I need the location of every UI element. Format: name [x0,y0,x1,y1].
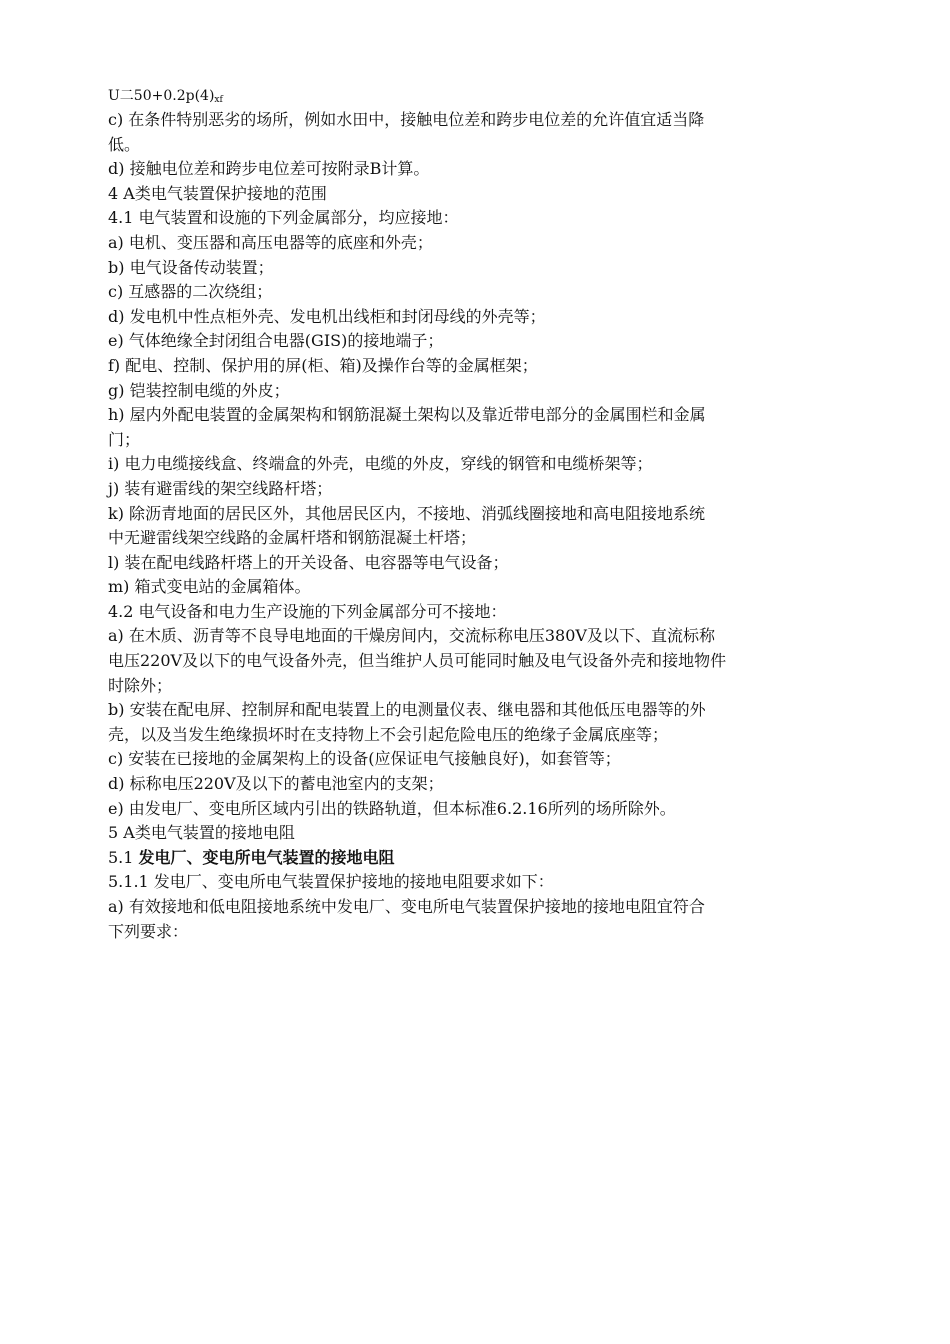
list-item: c) 安装在已接地的金属架构上的设备(应保证电气接触良好)，如套管等； [108,749,621,769]
list-item-continuation: 壳，以及当发生绝缘损坏时在支持物上不会引起危险电压的绝缘子金属底座等； [108,724,669,744]
list-item-continuation: 电压220V及以下的电气设备外壳，但当维护人员可能同时触及电气设备外壳和接地物件 [108,651,727,671]
clause-5-1-title: 发电厂、变电所电气装置的接地电阻 [138,847,395,867]
clause-5-1-1: 5.1.1 发电厂、变电所电气装置保护接地的接地电阻要求如下： [108,872,554,892]
list-item: l) 装在配电线路杆塔上的开关设备、电容器等电气设备； [108,552,509,572]
document-body [108,84,833,944]
formula-main: U二50+0.2p(4) [108,88,215,104]
list-item-continuation: 下列要求： [108,921,189,941]
list-item: a) 有效接地和低电阻接地系统中发电厂、变电所电气装置保护接地的接地电阻宜符合 [108,897,705,916]
list-item: i) 电力电缆接线盒、终端盒的外壳，电缆的外皮，穿线的钢管和电缆桥架等； [108,454,653,474]
formula-subscript: xf [214,95,223,105]
list-item: d) 发电机中性点柜外壳、发电机出线柜和封闭母线的外壳等； [108,306,546,326]
list-item: b) 安装在配电屏、控制屏和配电装置上的电测量仪表、继电器和其他低压电器等的外 [108,700,706,720]
clause-4-2: 4.2 电气设备和电力生产设施的下列金属部分可不接地： [108,601,507,621]
clause-5-1-heading [108,846,833,871]
section-heading-4: 4 A类电气装置保护接地的范围 [108,183,327,203]
clause-5-1-number: 5.1 [108,847,139,867]
list-item: m) 箱式变电站的金属箱体。 [108,577,311,597]
list-item: f) 配电、控制、保护用的屏(柜、箱)及操作台等的金属框架； [108,355,538,375]
clause-4-1: 4.1 电气装置和设施的下列金属部分，均应接地： [108,208,459,228]
section-heading-5: 5 A类电气装置的接地电阻 [108,823,295,843]
text-line: 低。 [108,134,141,154]
list-item: g) 铠装控制电缆的外皮； [108,380,290,400]
formula-line [108,84,833,108]
list-item: k) 除沥青地面的居民区外，其他居民区内，不接地、消弧线圈接地和高电阻接地系统 [108,503,706,523]
list-item: j) 装有避雷线的架空线路杆塔； [108,478,333,498]
list-item: b) 电气设备传动装置； [108,257,274,277]
text-line: c) 在条件特别恶劣的场所，例如水田中，接触电位差和跨步电位差的允许值宜适当降 [108,110,705,129]
list-item: h) 屋内外配电装置的金属架构和钢筋混凝土架构以及靠近带电部分的金属围栏和金属 [108,405,706,425]
list-item-continuation: 时除外； [108,675,173,695]
text-line: d) 接触电位差和跨步电位差可按附录B计算。 [108,159,430,179]
list-item-continuation: 门； [108,429,141,449]
list-item: e) 由发电厂、变电所区域内引出的铁路轨道，但本标准6.2.16所列的场所除外。 [108,798,676,818]
list-item: d) 标称电压220V及以下的蓄电池室内的支架； [108,774,444,794]
list-item: a) 在木质、沥青等不良导电地面的干燥房间内，交流标称电压380V及以下、直流标称 [108,626,715,646]
list-item: e) 气体绝缘全封闭组合电器(GIS)的接地端子； [108,331,444,351]
list-item: a) 电机、变压器和高压电器等的底座和外壳； [108,232,433,252]
list-item-continuation: 中无避雷线架空线路的金属杆塔和钢筋混凝土杆塔； [108,528,477,548]
list-item: c) 互感器的二次绕组； [108,282,273,302]
